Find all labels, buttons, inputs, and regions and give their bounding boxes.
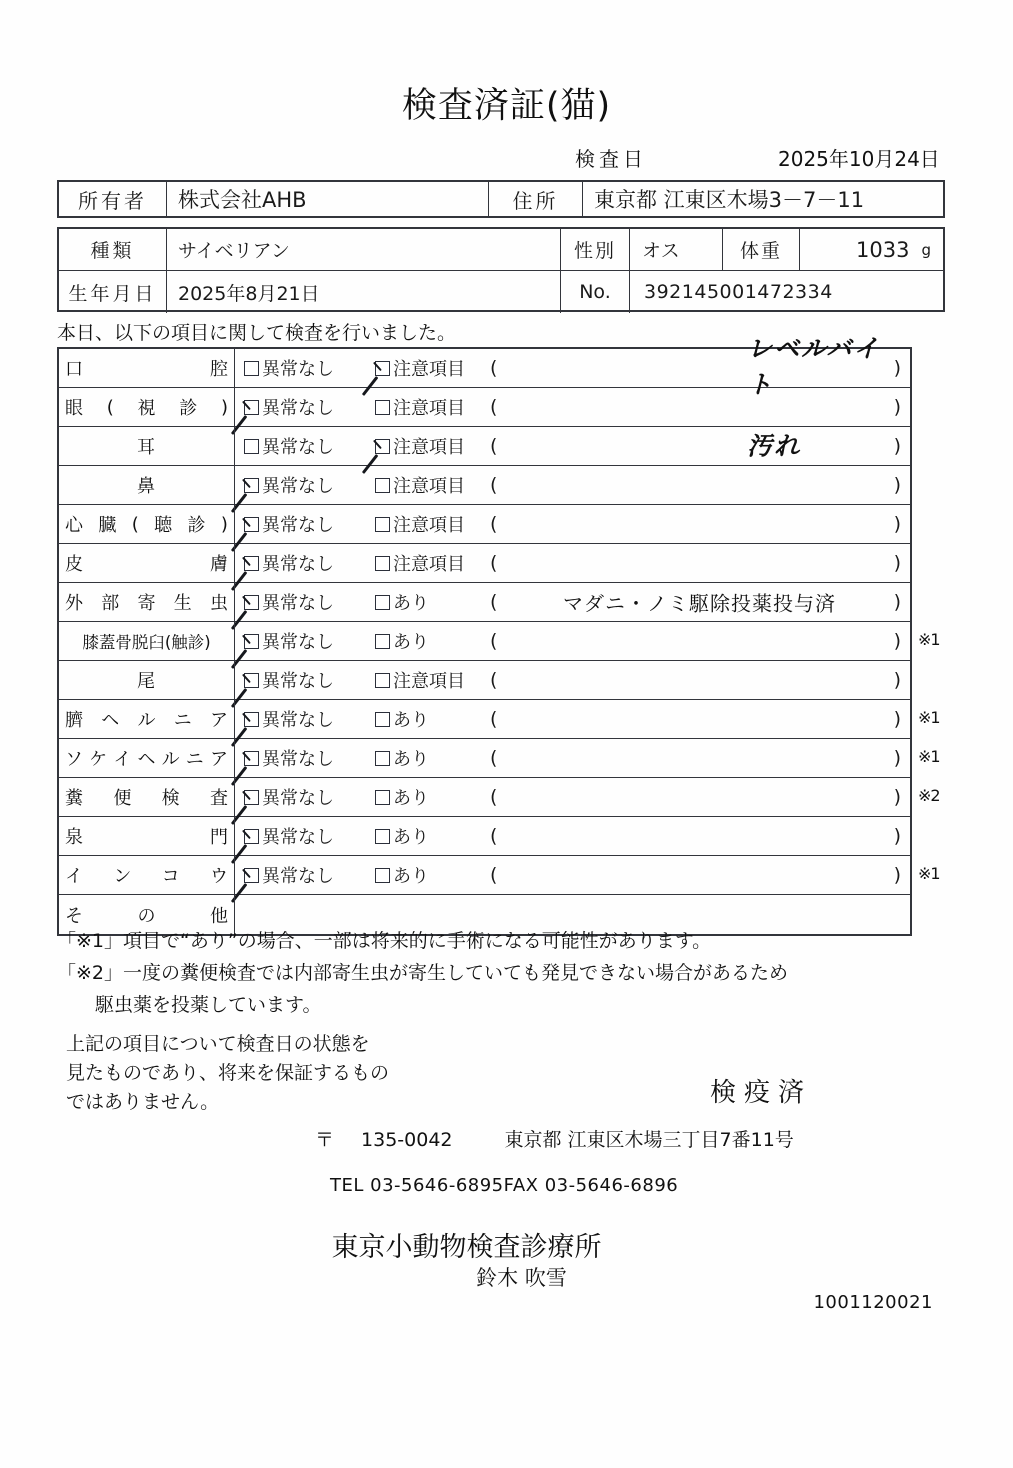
owner-label: 所有者: [59, 182, 167, 216]
checkbox-icon[interactable]: [375, 517, 390, 532]
option-normal-label: 異常なし: [262, 710, 334, 731]
postal-code: 135-0042: [361, 1129, 453, 1151]
checklist-row: [59, 505, 910, 544]
option-normal[interactable]: [244, 394, 334, 420]
checked-checkbox-icon[interactable]: [244, 478, 259, 493]
checklist-row: [59, 661, 910, 700]
option-present[interactable]: [375, 706, 429, 732]
footnotes: [57, 925, 788, 1021]
inspection-date-row: [0, 143, 1013, 171]
checklist-row-body: [235, 334, 910, 400]
checklist-row-label: 臍 ヘ ル ニ ア: [59, 700, 235, 738]
checklist-row-body: [235, 427, 910, 465]
paren-close: ): [893, 357, 901, 379]
clinic-fax: FAX 03-5646-6896: [503, 1175, 679, 1196]
option-present[interactable]: [375, 745, 429, 771]
option-label: 注意項目: [393, 359, 465, 380]
owner-name: 株式会社AHB: [178, 188, 307, 212]
footnote-mark: ※1: [918, 630, 940, 649]
footnote-mark: [860, 386, 930, 425]
checkbox-icon[interactable]: [375, 751, 390, 766]
pet-info-row-dob: [59, 271, 943, 313]
option-present[interactable]: [375, 862, 429, 888]
paren-open: (: [490, 864, 498, 886]
footnote-mark: [860, 347, 930, 386]
checklist-row: [59, 544, 910, 583]
footnote-2-line1: 「※2」一度の糞便検査では内部寄生虫が寄生していても発見できない場合があるため: [57, 962, 789, 984]
paren-open: (: [490, 435, 498, 457]
checklist-row: [59, 583, 910, 622]
checkbox-icon[interactable]: [375, 400, 390, 415]
paren-open: (: [490, 786, 498, 808]
paren-close: ): [893, 669, 901, 691]
intro-text: 本日、以下の項目に関して検査を行いました。: [57, 322, 457, 344]
checked-checkbox-icon[interactable]: [244, 790, 259, 805]
checkbox-icon[interactable]: [375, 478, 390, 493]
checkbox-icon[interactable]: [375, 556, 390, 571]
option-present[interactable]: [375, 823, 429, 849]
checklist-row-label: 外 部 寄 生 虫: [59, 583, 235, 621]
clinic-contact-line: [330, 1175, 678, 1196]
checklist-row-label: 心 臓 ( 聴 診 ): [59, 505, 235, 543]
disclaimer-text: [66, 1030, 389, 1117]
checklist-row-label: 皮 膚: [59, 544, 235, 582]
paren-close: ): [893, 864, 901, 886]
weight-value-cell: [800, 229, 943, 270]
inspection-date-label: 検査日: [575, 147, 647, 171]
disclaimer-line-3: ではありません。: [66, 1091, 220, 1113]
option-present[interactable]: [375, 589, 429, 615]
footnote-mark: [860, 581, 930, 620]
option-label: 注意項目: [393, 476, 465, 497]
option-normal-label: 異常なし: [262, 515, 334, 536]
paren-open: (: [490, 825, 498, 847]
checklist-row: [59, 817, 910, 856]
checklist-row-body: [235, 388, 910, 426]
paren-close: ): [893, 513, 901, 535]
checklist-row-label: そ の 他: [59, 895, 235, 934]
checklist-row-label: 口 腔: [59, 349, 235, 387]
checklist-row-label: 尾: [59, 661, 235, 699]
option-normal[interactable]: [244, 628, 334, 654]
checklist-row: [59, 778, 910, 817]
option-normal-label: 異常なし: [262, 554, 334, 575]
paren-open: (: [490, 474, 498, 496]
option-caution[interactable]: [375, 394, 465, 420]
checkbox-icon[interactable]: [375, 634, 390, 649]
option-normal[interactable]: [244, 823, 334, 849]
option-normal[interactable]: [244, 589, 334, 615]
checked-checkbox-icon[interactable]: [244, 517, 259, 532]
footnote-mark: [860, 815, 930, 854]
checklist-row: [59, 466, 910, 505]
option-normal-label: 異常なし: [262, 476, 334, 497]
option-normal-label: 異常なし: [262, 749, 334, 770]
option-normal[interactable]: [244, 745, 334, 771]
pet-info-box: [57, 227, 945, 312]
paren-open: (: [490, 630, 498, 652]
footnote-1: 「※1」項目で“あり”の場合、一部は将来的に手術になる可能性があります。: [57, 930, 712, 952]
option-normal-label: 異常なし: [262, 359, 334, 380]
checklist-row-label: 泉 門: [59, 817, 235, 855]
checkbox-icon[interactable]: [244, 361, 259, 376]
footnote-mark: [860, 542, 930, 581]
quarantine-stamp: 検疫済: [710, 1078, 813, 1108]
option-normal-label: 異常なし: [262, 671, 334, 692]
footnote-mark: [860, 893, 930, 932]
handwritten-note: レベルバイト: [747, 334, 881, 400]
dob-value: 2025年8月21日: [178, 282, 320, 305]
checklist-row-label: 眼 ( 視 診 ): [59, 388, 235, 426]
checklist-row: [59, 427, 910, 466]
breed-label: 種類: [59, 229, 167, 270]
checklist-row-body: [235, 700, 910, 738]
paren-close: ): [893, 708, 901, 730]
paren-close: ): [893, 396, 901, 418]
checklist-row-body: [235, 817, 910, 855]
option-label: 注意項目: [393, 398, 465, 419]
checked-checkbox-icon[interactable]: [244, 868, 259, 883]
checklist-row-label: 耳: [59, 427, 235, 465]
checklist-row-label: 鼻: [59, 466, 235, 504]
option-label: あり: [393, 710, 429, 731]
paren-close: ): [893, 474, 901, 496]
checklist-row: [59, 388, 910, 427]
checklist-row: [59, 622, 910, 661]
checkbox-icon[interactable]: [375, 829, 390, 844]
paren-close: ): [893, 591, 901, 613]
no-value: 392145001472334: [644, 281, 833, 303]
document-serial-number: 1001120021: [813, 1292, 933, 1313]
option-caution[interactable]: [375, 355, 465, 381]
checklist-row-label: 糞 便 検 査: [59, 778, 235, 816]
checklist-row: [59, 700, 910, 739]
dob-label: 生年月日: [59, 271, 167, 313]
postal-symbol: 〒: [315, 1129, 336, 1151]
paren-open: (: [490, 591, 498, 613]
checklist-row: [59, 334, 910, 400]
option-normal-label: 異常なし: [262, 437, 334, 458]
option-caution[interactable]: [375, 550, 465, 576]
option-normal-label: 異常なし: [262, 632, 334, 653]
pet-info-row-breed: [59, 229, 943, 271]
option-label: あり: [393, 749, 429, 770]
option-normal[interactable]: [244, 862, 334, 888]
option-normal[interactable]: [244, 472, 334, 498]
option-normal[interactable]: [244, 667, 334, 693]
option-caution[interactable]: [375, 472, 465, 498]
checklist-row-body: [235, 505, 910, 543]
paren-close: ): [893, 747, 901, 769]
paren-close: ): [893, 552, 901, 574]
option-normal-label: 異常なし: [262, 866, 334, 887]
checklist-row-body: [235, 583, 910, 621]
checklist-row-body: [235, 856, 910, 894]
option-label: 注意項目: [393, 515, 465, 536]
checked-checkbox-icon[interactable]: [244, 712, 259, 727]
option-normal-label: 異常なし: [262, 593, 334, 614]
footnote-mark: ※1: [918, 864, 940, 883]
printed-note: マダニ・ノミ駆除投薬投与済: [563, 591, 836, 616]
checklist-row: [59, 856, 910, 895]
footnote-mark: [860, 464, 930, 503]
sex-value: オス: [642, 240, 680, 262]
weight-label: 体重: [722, 229, 800, 270]
veterinarian-name: 鈴木 吹雪: [476, 1266, 567, 1290]
clinic-address-line: [315, 1125, 794, 1152]
checked-checkbox-icon[interactable]: [244, 829, 259, 844]
option-caution[interactable]: [375, 511, 465, 537]
checklist-row-label: ソ ケ イ ヘ ル ニ ア: [59, 739, 235, 777]
footnote-mark: [860, 503, 930, 542]
footnote-2-line2: 駆虫薬を投薬しています。: [95, 994, 322, 1016]
checkbox-icon[interactable]: [375, 868, 390, 883]
option-label: あり: [393, 866, 429, 887]
option-normal[interactable]: [244, 784, 334, 810]
footnote-mark: ※1: [918, 747, 940, 766]
option-label: あり: [393, 593, 429, 614]
option-normal[interactable]: [244, 355, 334, 381]
option-label: あり: [393, 827, 429, 848]
option-caution[interactable]: [375, 433, 465, 459]
sex-label: 性別: [560, 229, 630, 270]
option-caution[interactable]: [375, 667, 465, 693]
clinic-address: 東京都 江東区木場三丁目7番11号: [504, 1129, 794, 1151]
option-normal[interactable]: [244, 511, 334, 537]
paren-open: (: [490, 669, 498, 691]
paren-open: (: [490, 747, 498, 769]
clinic-tel: TEL 03-5646-6895: [330, 1175, 504, 1196]
examination-checklist-table: [57, 334, 912, 936]
address-label: 住所: [488, 182, 583, 216]
clinic-name: 東京小動物検査診療所: [331, 1232, 602, 1263]
checked-checkbox-icon[interactable]: [375, 361, 390, 376]
checklist-row-body: [235, 661, 910, 699]
paren-close: ): [893, 630, 901, 652]
no-label: No.: [560, 271, 630, 313]
checked-checkbox-icon[interactable]: [244, 673, 259, 688]
option-present[interactable]: [375, 784, 429, 810]
footnote-mark: [860, 659, 930, 698]
checked-checkbox-icon[interactable]: [244, 751, 259, 766]
checkbox-icon[interactable]: [375, 595, 390, 610]
handwritten-note: 汚れ: [747, 431, 802, 461]
disclaimer-line-1: 上記の項目について検査日の状態を: [66, 1033, 370, 1055]
owner-info-box: [57, 180, 945, 218]
option-normal-label: 異常なし: [262, 788, 334, 809]
checked-checkbox-icon[interactable]: [244, 595, 259, 610]
checkbox-icon[interactable]: [375, 673, 390, 688]
paren-open: (: [490, 708, 498, 730]
checkbox-icon[interactable]: [244, 439, 259, 454]
option-label: あり: [393, 788, 429, 809]
checkbox-icon[interactable]: [375, 790, 390, 805]
footnote-marks-column: [860, 347, 940, 932]
option-normal-label: 異常なし: [262, 827, 334, 848]
checklist-row-body: [235, 466, 910, 504]
checklist-row: [59, 739, 910, 778]
paren-open: (: [490, 396, 498, 418]
checklist-row-label: 膝蓋骨脱臼(触診): [59, 622, 235, 660]
paren-close: ): [893, 786, 901, 808]
checked-checkbox-icon[interactable]: [244, 400, 259, 415]
weight-unit: g: [921, 240, 931, 259]
checked-checkbox-icon[interactable]: [244, 556, 259, 571]
footnote-mark: [860, 425, 930, 464]
weight-number: 1033: [856, 237, 910, 262]
checklist-row-body: [235, 778, 910, 816]
option-label: あり: [393, 632, 429, 653]
option-label: 注意項目: [393, 437, 465, 458]
option-normal[interactable]: [244, 550, 334, 576]
page-title: 検査済証(猫): [401, 86, 612, 126]
paren-open: (: [490, 357, 498, 379]
footnote-mark: ※2: [918, 786, 940, 805]
option-normal[interactable]: [244, 433, 334, 459]
paren-open: (: [490, 552, 498, 574]
option-normal-label: 異常なし: [262, 398, 334, 419]
option-label: 注意項目: [393, 554, 465, 575]
disclaimer-line-2: 見たものであり、将来を保証するもの: [66, 1062, 390, 1084]
breed-value: サイベリアン: [178, 240, 290, 262]
checklist-row-body: [235, 544, 910, 582]
checkbox-icon[interactable]: [375, 712, 390, 727]
checked-checkbox-icon[interactable]: [375, 439, 390, 454]
footnote-mark: ※1: [918, 708, 940, 727]
option-normal[interactable]: [244, 706, 334, 732]
option-present[interactable]: [375, 628, 429, 654]
checklist-row-body: [235, 739, 910, 777]
checklist-row-body: [235, 622, 910, 660]
paren-close: ): [893, 825, 901, 847]
checklist-row-label: イ ン コ ウ: [59, 856, 235, 894]
checked-checkbox-icon[interactable]: [244, 634, 259, 649]
paren-open: (: [490, 513, 498, 535]
inspection-date-value: 2025年10月24日: [778, 147, 940, 171]
option-label: 注意項目: [393, 671, 465, 692]
owner-address: 東京都 江東区木場3－7－11: [594, 188, 865, 212]
paren-close: ): [893, 435, 901, 457]
